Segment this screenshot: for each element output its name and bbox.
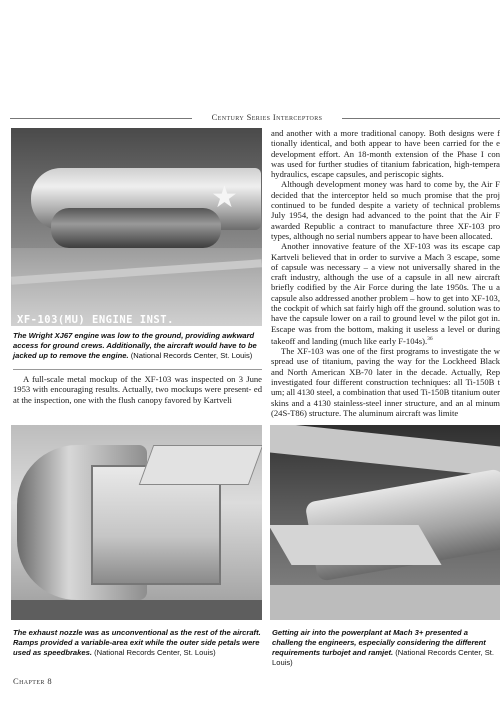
nozzle-photo-caption [13,628,262,658]
footnote-marker: 36 [427,335,433,342]
nozzle-caption-credit: (National Records Center, St. Louis) [94,648,216,657]
nozzle-caption-text: The exhaust nozzle was as unconventional as the rest of the aircraft. Ramps provided a variable-area exit while the outer side petals were used as speedbrakes. [13,628,261,657]
engine-photo-engine [51,208,221,248]
intake-photo [270,425,500,620]
engine-photo-overlay-text: XF-103(MU) ENGINE INST. [17,314,174,326]
right-paragraph-4: The XF-103 was one of the first programs to investigate the w spread use of titanium, paving the way for the Lockheed Black and North American XB-70 later in the decade. Actually, Rep investigated four different construction techniques: all Ti-150B t um; all 4130 steel, a combination that used Ti-150B titanium outer skins and a 4130 stainless-steel inner structure, and an al minum (24S-T86) structure. The aluminum aircraft was limite [271,346,500,418]
right-paragraph-1: and another with a more traditional canopy. Both designs were f tionally identical, and both appear to have been carried for the e development effort. An 18-month extension of the Phase I con was used for further studies of titanium fabrication, high-tempera hydraulics, escape capsules, and periscopic sights. [271,128,500,180]
nozzle-photo [11,425,262,620]
running-head-title: Century Series Interceptors [211,112,323,122]
intake-caption-text: Getting air into the powerplant at Mach 3+ presented a challeng the engineers, especially considering the different requirements turbojet and ramjet. [272,628,486,657]
engine-caption-credit: (National Records Center, St. Louis) [130,351,253,360]
engine-caption-text: The Wright XJ67 engine was low to the ground, providing awkward access for ground crews. Additionally, the aircraft would have to be jacked up to remove the engine. [13,331,257,360]
nozzle-photo-base [11,600,262,620]
right-paragraph-3-text: Another innovative feature of the XF-103 was its escape cap Kartveli believed that in order to survive a Mach 3 escape, some of capsule was necessary – a view not universally shared in the craft industry, although the use of a capsule in all new aircraft briefly codified by the Air Force during the late 1950s. The u a capsule also addressed another problem – how to get into XF-103, the cockpit of which sat fairly high off the ground. solution was to have the capsule lower on a rail to ground level w the pilot got in. Escape was from the bottom, making it useless a level or during takeoff and landing (much like early F-104s). [271,241,500,346]
page-footer: Chapter 8 [13,676,52,686]
nozzle-photo-petal [139,445,262,485]
intake-photo-floor [270,585,500,620]
star-insignia-icon: ★ [211,181,238,214]
right-column-text [271,128,500,418]
intake-photo-ramp [270,525,442,565]
header-rule-right [342,118,500,119]
left-paragraph-1: A full-scale metal mockup of the XF-103 was inspected on 3 June 1953 with encouraging results. Actually, two mockups were present- ed at the inspection, one with the flush canopy favored by Kartveli [13,374,262,405]
engine-photo-caption [13,331,262,361]
intake-caption-credit: (National Records Center, St. Louis) [272,648,494,667]
intake-photo-wing [270,425,500,479]
intake-photo-caption [272,628,498,668]
left-column-text [13,374,262,405]
right-paragraph-2: Although development money was hard to come by, the Air F decided that the interceptor held so much promise that the proj continued to be funded despite a variety of technical problems July 1954, the design had advanced to the point that the Air F awarded Republic a contract to manufacture three XF-103 pro types, although no serial numbers appear to have been allocated. [271,179,500,241]
header-rule-left [10,118,192,119]
caption-divider [13,369,262,370]
engine-photo [11,128,262,326]
running-header [10,112,500,126]
right-paragraph-3 [271,241,500,346]
